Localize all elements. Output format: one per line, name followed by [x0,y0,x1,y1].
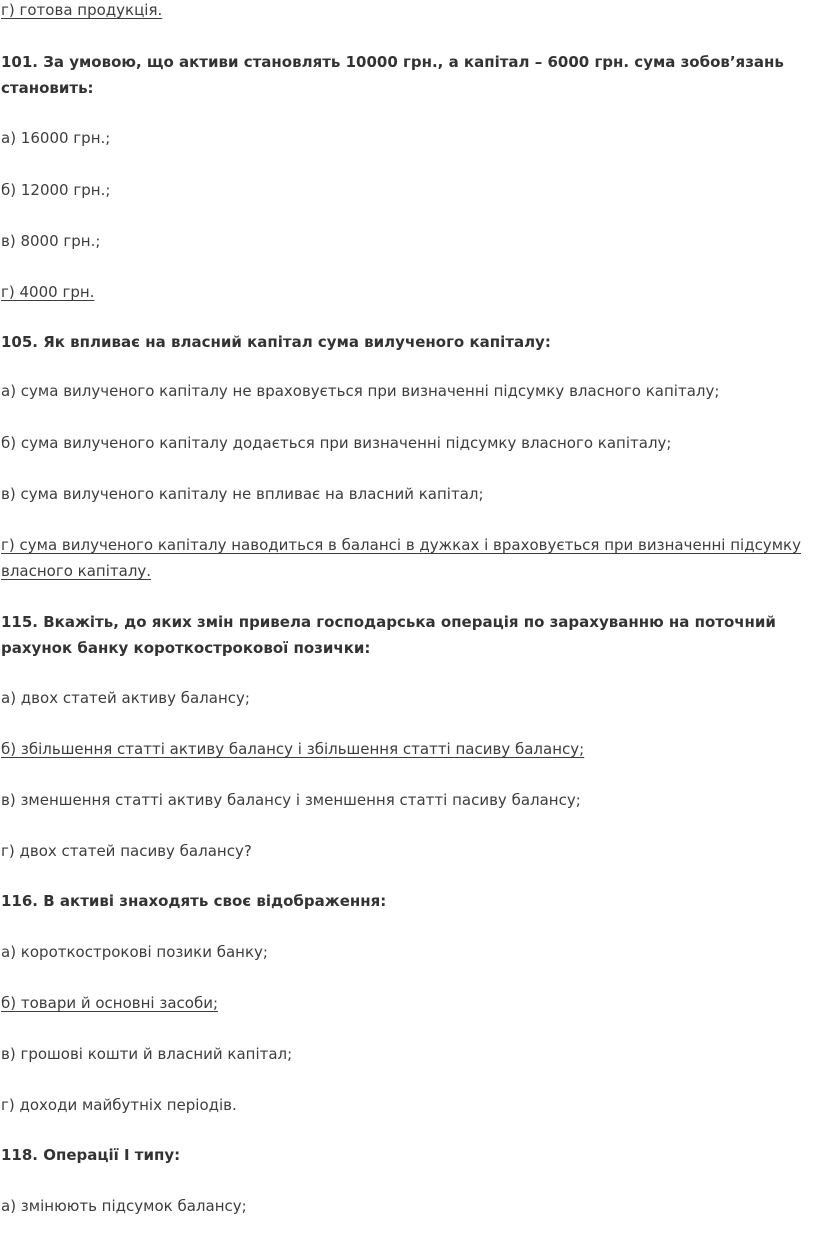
question-116-title: 116. В активі знаходять своє відображення: [1,892,387,910]
question-101-title: 101. За умовою, що активи становлять 10000 грн., а капітал – 6000 грн. сума зобов’язань становить: [1,53,784,97]
question-105-option-c: в) сума вилученого капіталу не впливає на власний капітал; [1,485,484,503]
question-115-option-b-correct: б) збільшення статті активу балансу і збільшення статті пасиву балансу; [1,740,585,758]
question-115-option-c: в) зменшення статті активу балансу і зменшення статті пасиву балансу; [1,791,581,809]
question-118-option-a: а) змінюють підсумок балансу; [1,1197,247,1215]
lead-answer-correct: г) готова продукція. [1,1,163,19]
question-115-title: 115. Вкажіть, до яких змін привела господарська операція по зарахуванню на поточний рахунок банку короткострокової позички: [1,613,776,657]
question-101-option-a: а) 16000 грн.; [1,129,111,147]
question-116-option-d: г) доходи майбутніх періодів. [1,1096,237,1114]
question-101-option-c: в) 8000 грн.; [1,232,101,250]
question-105-option-d-correct: г) сума вилученого капіталу наводиться в балансі в дужках і враховується при визначенні підсумку власного капіталу. [1,536,801,580]
question-116-option-a: а) короткострокові позики банку; [1,943,268,961]
question-118-title: 118. Операції I типу: [1,1146,181,1164]
question-105-title: 105. Як впливає на власний капітал сума вилученого капіталу: [1,333,551,351]
question-101-option-d-correct: г) 4000 грн. [1,283,95,301]
question-115-option-d: г) двох статей пасиву балансу? [1,842,252,860]
question-116-option-c: в) грошові кошти й власний капітал; [1,1045,293,1063]
question-101-option-b: б) 12000 грн.; [1,181,111,199]
question-105-option-b: б) сума вилученого капіталу додається при визначенні підсумку власного капіталу; [1,434,672,452]
question-116-option-b-correct: б) товари й основні засоби; [1,994,219,1012]
question-115-option-a: а) двох статей активу балансу; [1,689,250,707]
question-105-option-a: а) сума вилученого капіталу не враховується при визначенні підсумку власного капіталу; [1,382,720,400]
